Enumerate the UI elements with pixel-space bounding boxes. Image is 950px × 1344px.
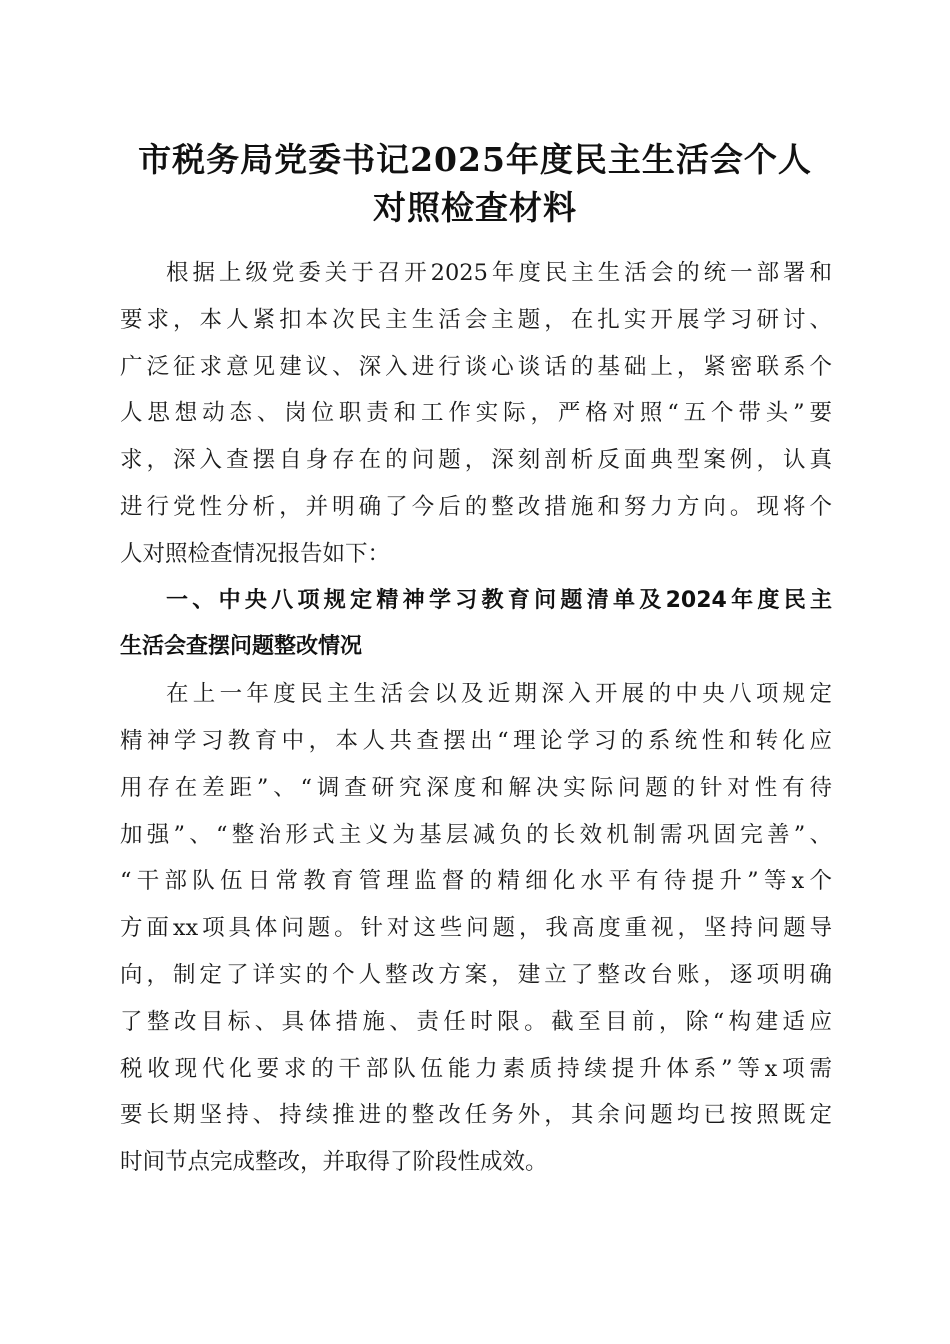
paragraph-line: 用存在差距”、“调查研究深度和解决实际问题的针对性有待 — [120, 774, 832, 801]
document-body — [120, 250, 832, 1186]
document-title — [120, 136, 830, 232]
paragraph-line: 了整改目标、具体措施、责任时限。截至目前，除“构建适应 — [120, 1008, 832, 1035]
section-1-paragraph — [120, 671, 832, 1186]
paragraph-line: 精神学习教育中，本人共查摆出“理论学习的系统性和转化应 — [120, 727, 832, 754]
paragraph-line: 进行党性分析，并明确了今后的整改措施和努力方向。现将个 — [120, 493, 832, 520]
paragraph-line: 在上一年度民主生活会以及近期深入开展的中央八项规定 — [166, 681, 832, 708]
heading-line: 一、中央八项规定精神学习教育问题清单及2024年度民主 — [166, 587, 832, 613]
paragraph-line: 广泛征求意见建议、深入进行谈心谈话的基础上，紧密联系个 — [120, 353, 832, 380]
paragraph-line: 人思想动态、岗位职责和工作实际，严格对照“五个带头”要 — [120, 400, 832, 427]
intro-paragraph — [120, 250, 832, 578]
paragraph-line: 要求，本人紧扣本次民主生活会主题，在扎实开展学习研讨、 — [120, 306, 832, 333]
section-heading-1 — [120, 578, 832, 672]
paragraph-line: 方面xx项具体问题。针对这些问题，我高度重视，坚持问题导 — [120, 915, 832, 942]
paragraph-line: 要长期坚持、持续推进的整改任务外，其余问题均已按照既定 — [120, 1102, 832, 1129]
paragraph-line: 加强”、“整治形式主义为基层减负的长效机制需巩固完善”、 — [120, 821, 832, 848]
paragraph-line: 税收现代化要求的干部队伍能力素质持续提升体系”等x项需 — [120, 1055, 832, 1082]
paragraph-line: 人对照检查情况报告如下： — [120, 540, 391, 567]
paragraph-line: 根据上级党委关于召开2025年度民主生活会的统一部署和 — [166, 260, 832, 286]
paragraph-line: 时间节点完成整改，并取得了阶段性成效。 — [120, 1149, 548, 1176]
paragraph-line: 向，制定了详实的个人整改方案，建立了整改台账，逐项明确 — [120, 961, 832, 988]
paragraph-line: “干部队伍日常教育管理监督的精细化水平有待提升”等x个 — [120, 868, 832, 895]
title-line-1: 市税务局党委书记2025年度民主生活会个人 — [138, 140, 812, 179]
heading-line: 生活会查摆问题整改情况 — [120, 634, 363, 660]
paragraph-line: 求，深入查摆自身存在的问题，深刻剖析反面典型案例，认真 — [120, 447, 832, 474]
title-line-2: 对照检查材料 — [373, 188, 577, 227]
